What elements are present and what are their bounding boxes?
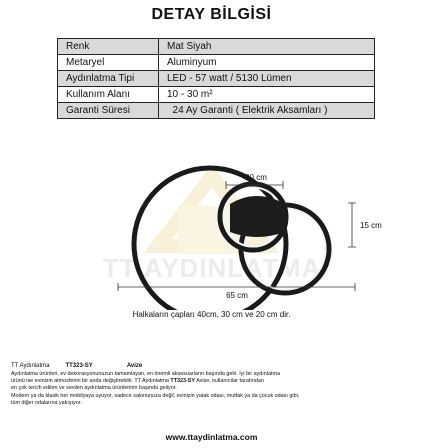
spec-label: Kullanım Alanı bbox=[58, 87, 159, 103]
dim-label-height: 15 cm bbox=[360, 221, 382, 230]
product-code: TT323-SY bbox=[65, 363, 93, 369]
page-title: DETAY BİLGİSİ bbox=[151, 6, 272, 23]
product-brand: TT Aydınlatma bbox=[11, 363, 50, 369]
watermark-text: TT AYDINLATMA bbox=[102, 253, 322, 283]
description-line: tüm diğer odalarına yakışıyor. bbox=[11, 399, 82, 406]
ring-diameters-caption: Halkaların çapları 40cm, 30 cm ve 20 cm dir. bbox=[132, 310, 291, 319]
dim-label-ring-gap: 20 cm bbox=[245, 173, 267, 182]
product-line bbox=[11, 363, 142, 369]
spec-table bbox=[57, 38, 375, 119]
spec-value: 24 Ay Garanti ( Elektrik Aksamları ) bbox=[159, 103, 375, 119]
description-product-code: TT323-SY bbox=[170, 378, 195, 385]
product-description bbox=[11, 371, 413, 407]
description-text: Avize, kullanıcılar tarafından bbox=[196, 378, 264, 385]
dim-label-width: 65 cm bbox=[226, 291, 248, 300]
product-category: Avize bbox=[126, 363, 143, 369]
spec-value: 10 - 30 m² bbox=[159, 87, 375, 103]
description-line: Modern ya da klasik her mobilyaya uyuyor, sadece salonunuza değil, evinizin yatak odası, mutfak ya da çocuk odası gibi, bbox=[11, 392, 300, 399]
spec-value: LED - 57 watt / 5130 Lümen bbox=[159, 71, 375, 87]
spec-label: Renk bbox=[58, 39, 159, 55]
spec-row bbox=[58, 71, 375, 87]
spec-label: Aydınlatma Tipi bbox=[58, 71, 159, 87]
spec-row bbox=[58, 39, 375, 55]
product-drawing bbox=[0, 160, 423, 310]
spec-row bbox=[58, 103, 375, 119]
spec-value: Aluminyum bbox=[159, 55, 375, 71]
spec-row bbox=[58, 55, 375, 71]
description-line: Aydınlatma ürünleri, ev dekorasyonunuzun tamamlayan, en önemli aksesuarların başında gelir. İyi bir aydınlatma bbox=[11, 371, 280, 377]
spec-label: Metaryel bbox=[58, 55, 159, 71]
website-link[interactable]: www.ttaydinlatma.com bbox=[165, 432, 258, 442]
spec-label: Garanti Süresi bbox=[58, 103, 159, 119]
spec-value: Mat Siyah bbox=[159, 39, 375, 55]
description-line: en çok tercih edilen ve sevilen aydınlatma ürünlerinin başında geliyor. bbox=[11, 385, 177, 392]
ceiling-canopy bbox=[230, 196, 285, 237]
description-line bbox=[11, 378, 413, 385]
spec-row bbox=[58, 87, 375, 103]
description-text: ürünü ise evinizin atmosferini bir anda değiştirebilir. TT Aydınlatma bbox=[11, 378, 169, 385]
